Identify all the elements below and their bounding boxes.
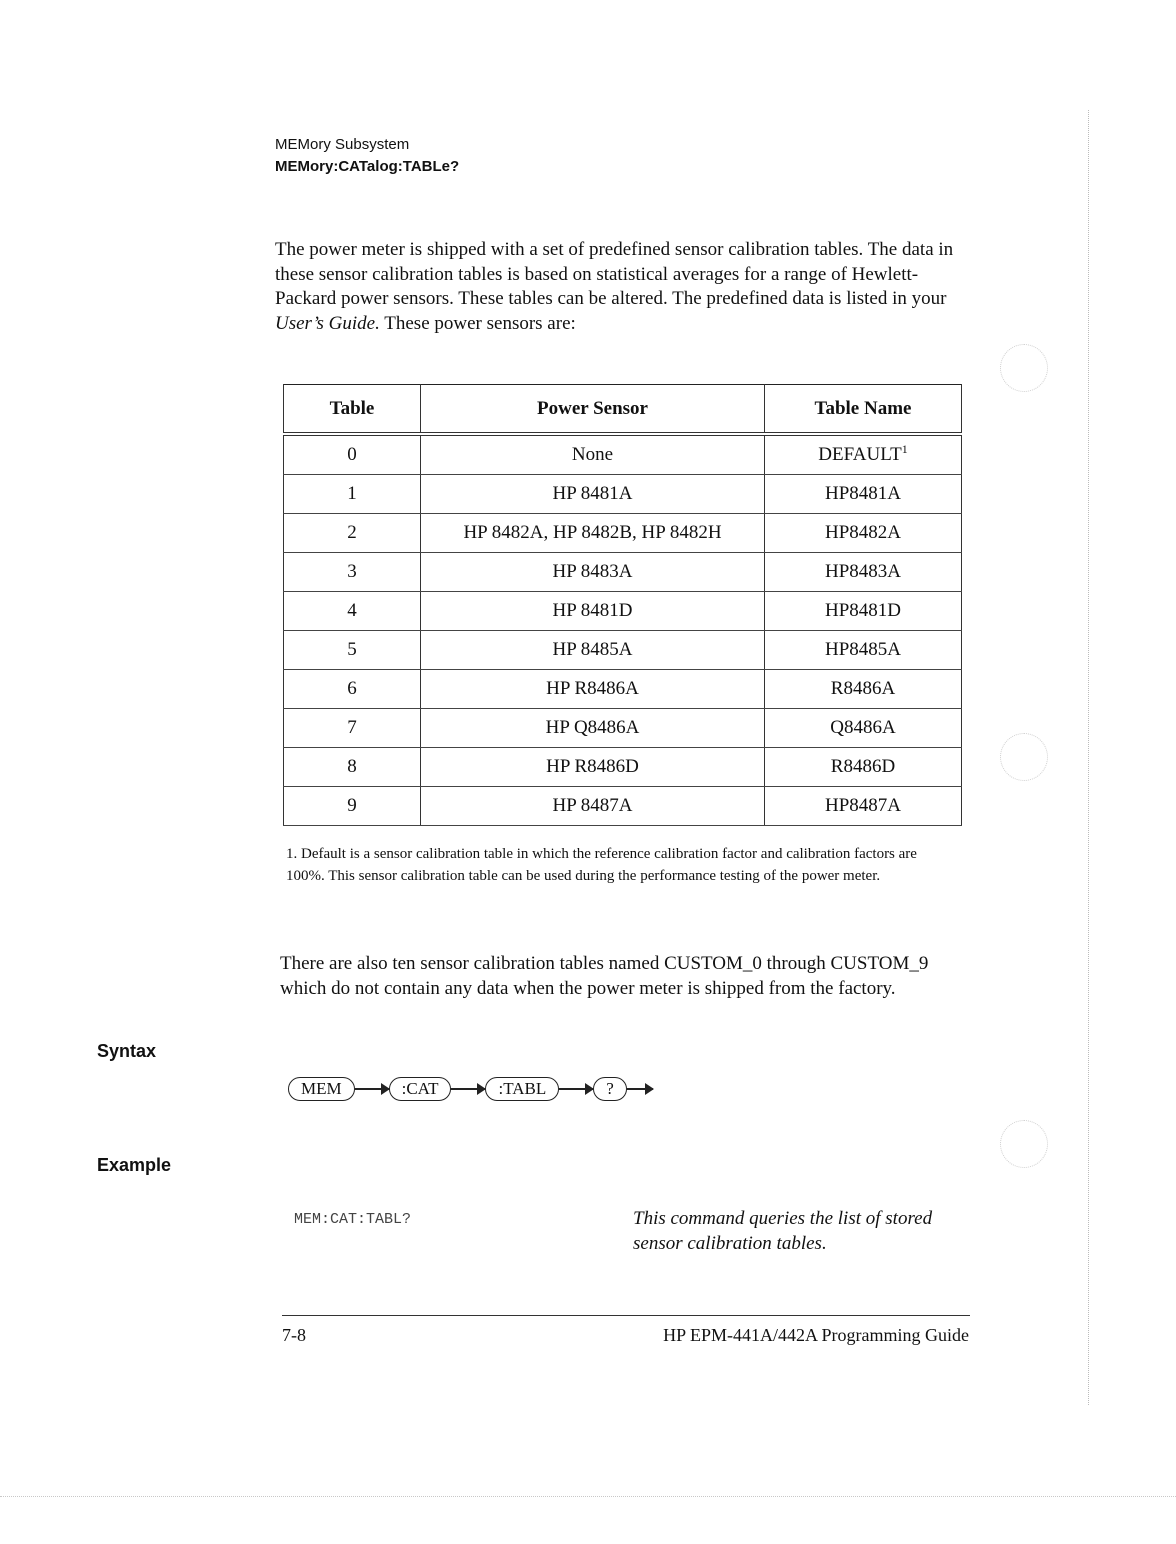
header-section: MEMory Subsystem	[275, 136, 410, 153]
intro-guide-title: User’s Guide.	[275, 312, 380, 334]
cell-sensor: HP 8482A, HP 8482B, HP 8482H	[421, 514, 765, 553]
header-power-sensor: Power Sensor	[421, 385, 765, 435]
cell-table-name: HP8485A	[765, 631, 962, 670]
scan-bottom-line	[0, 1496, 1176, 1497]
cell-table-number: 3	[284, 553, 421, 592]
sensor-table	[283, 384, 962, 826]
page-number: 7-8	[282, 1325, 306, 1345]
cell-table-number: 1	[284, 475, 421, 514]
cell-table-name: Q8486A	[765, 709, 962, 748]
header-table-name: Table Name	[765, 385, 962, 435]
cell-sensor: HP R8486A	[421, 670, 765, 709]
table-row	[284, 475, 962, 514]
table-row	[284, 748, 962, 787]
syntax-heading: Syntax	[97, 1041, 157, 1061]
cell-sensor: None	[421, 434, 765, 475]
cell-table-name: HP8481D	[765, 592, 962, 631]
cell-sensor: HP 8483A	[421, 553, 765, 592]
custom-tables-paragraph: There are also ten sensor calibration tables named CUSTOM_0 through CUSTOM_9 which do not contain any data when the power meter is shipped from the factory.	[280, 953, 929, 999]
cell-table-number: 0	[284, 434, 421, 475]
cell-table-number: 8	[284, 748, 421, 787]
cell-table-number: 2	[284, 514, 421, 553]
footer-title: HP EPM-441A/442A Programming Guide	[663, 1325, 969, 1345]
punch-hole-top	[1000, 344, 1048, 392]
intro-paragraph	[275, 238, 965, 336]
cell-table-name: HP8483A	[765, 553, 962, 592]
cell-sensor: HP 8481D	[421, 592, 765, 631]
example-command: MEM:CAT:TABL?	[294, 1211, 412, 1228]
syntax-node-query: ?	[593, 1077, 627, 1101]
scan-margin-line	[1088, 110, 1089, 1405]
footnote-marker: 1	[901, 442, 908, 456]
intro-text-before: The power meter is shipped with a set of predefined sensor calibration tables. The data in these sensor calibration tables is based on statistical averages for a range of Hewlett-Packard power sensors. These tables can be altered. The predefined data is listed in your	[275, 239, 954, 309]
cell-sensor: HP R8486D	[421, 748, 765, 787]
cell-table-name: HP8481A	[765, 475, 962, 514]
cell-sensor: HP 8487A	[421, 787, 765, 826]
cell-table-name	[765, 434, 962, 475]
table-row	[284, 670, 962, 709]
intro-text-after: These power sensors are:	[379, 312, 576, 334]
table-row	[284, 709, 962, 748]
table-row	[284, 514, 962, 553]
punch-hole-middle	[1000, 733, 1048, 781]
cell-table-name-text: DEFAULT	[818, 444, 902, 465]
example-description: This command queries the list of stored sensor calibration tables.	[633, 1208, 933, 1254]
cell-table-number: 5	[284, 631, 421, 670]
table-row	[284, 631, 962, 670]
cell-table-number: 4	[284, 592, 421, 631]
cell-table-number: 7	[284, 709, 421, 748]
header-command: MEMory:CATalog:TABLe?	[275, 158, 460, 175]
punch-hole-bottom	[1000, 1120, 1048, 1168]
table-footnote: 1. Default is a sensor calibration table in which the reference calibration factor and calibration factors are 100%. This sensor calibration table can be used during the performance testing of the power meter.	[286, 846, 917, 884]
table-row	[284, 434, 962, 475]
cell-table-number: 9	[284, 787, 421, 826]
syntax-node-cat: :CAT	[389, 1077, 452, 1101]
table-row	[284, 787, 962, 826]
cell-table-number: 6	[284, 670, 421, 709]
arrow-icon	[559, 1088, 593, 1090]
cell-table-name: R8486A	[765, 670, 962, 709]
cell-table-name: R8486D	[765, 748, 962, 787]
syntax-node-tabl: :TABL	[485, 1077, 559, 1101]
table-row	[284, 553, 962, 592]
cell-table-name: HP8482A	[765, 514, 962, 553]
cell-sensor: HP 8485A	[421, 631, 765, 670]
syntax-diagram	[288, 1074, 653, 1104]
example-heading: Example	[97, 1155, 172, 1175]
cell-sensor: HP Q8486A	[421, 709, 765, 748]
cell-table-name: HP8487A	[765, 787, 962, 826]
header-table: Table	[284, 385, 421, 435]
cell-sensor: HP 8481A	[421, 475, 765, 514]
syntax-node-mem: MEM	[288, 1077, 355, 1101]
table-header-row	[284, 385, 962, 435]
arrow-icon	[627, 1088, 653, 1090]
arrow-icon	[451, 1088, 485, 1090]
arrow-icon	[355, 1088, 389, 1090]
table-row	[284, 592, 962, 631]
footer-rule	[282, 1315, 970, 1316]
